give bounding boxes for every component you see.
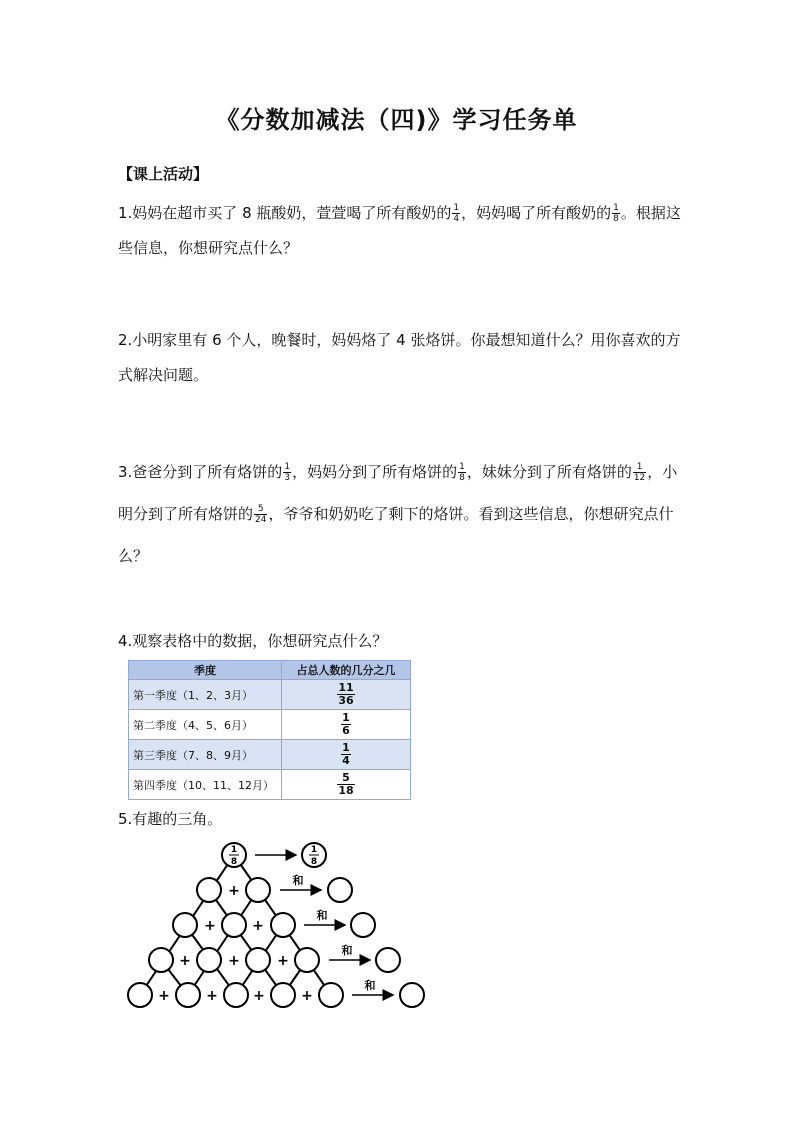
table-header-quarter: 季度	[129, 661, 282, 680]
sum-label: 和	[364, 979, 376, 992]
top-fraction-den: 8	[230, 857, 238, 867]
table-cell-fraction: $\frac{1}{6}$	[282, 710, 411, 740]
triangle-cell	[271, 983, 295, 1007]
fraction: $\frac{1}{4}$	[453, 203, 460, 224]
question-2: 2.小明家里有 6 个人，晚餐时，妈妈烙了 4 张烙饼。你最想知道什么？用你喜欢的方式解决问题。	[118, 331, 681, 384]
plus-sign: +	[228, 953, 240, 969]
triangle-cell	[246, 948, 270, 972]
table-cell-quarter: 第一季度（1、2、3月）	[129, 680, 282, 710]
section-heading: 【课上活动】	[118, 165, 209, 183]
sum-label: 和	[292, 874, 304, 887]
table-cell-quarter: 第四季度（10、11、12月）	[129, 770, 282, 800]
sum-label: 和	[316, 909, 328, 922]
triangle-cell	[271, 913, 295, 937]
q1-text-a: 1.妈妈在超市买了 8 瓶酸奶，萱萱喝了所有酸奶的	[118, 204, 452, 222]
fraction: $\frac{1}{8}$	[613, 203, 619, 224]
result-circle	[400, 983, 424, 1007]
plus-sign: +	[158, 988, 170, 1004]
quarter-table	[128, 660, 411, 800]
question-1	[118, 196, 688, 266]
result-fraction-num: 1	[310, 845, 318, 855]
plus-sign: +	[204, 918, 216, 934]
result-circle	[376, 948, 400, 972]
question-4: 4.观察表格中的数据，你想研究点什么？	[118, 632, 388, 650]
question-3	[118, 451, 688, 577]
plus-sign: +	[253, 988, 265, 1004]
table-row	[129, 710, 411, 740]
result-circle	[351, 913, 375, 937]
result-fraction-den: 8	[310, 857, 318, 867]
triangle-cell	[246, 878, 270, 902]
table-row	[129, 770, 411, 800]
table-row	[129, 740, 411, 770]
result-circle	[328, 878, 352, 902]
fraction: $\frac{1}{3}$	[284, 462, 291, 483]
plus-sign: +	[206, 988, 218, 1004]
table-cell-quarter: 第二季度（4、5、6月）	[129, 710, 282, 740]
triangle-cell	[149, 948, 173, 972]
table-cell-fraction: $\frac{5}{18}$	[282, 770, 411, 800]
fraction: $\frac{5}{24}$	[255, 504, 267, 525]
triangle-cell	[197, 948, 221, 972]
q3-text-d: ，小明分到了所有烙饼的	[118, 463, 678, 523]
sum-label: 和	[341, 944, 353, 957]
q3-text-a: 3.爸爸分到了所有烙饼的	[118, 463, 283, 481]
number-triangle	[0, 830, 793, 1030]
plus-sign: +	[252, 918, 264, 934]
q1-text-c: 。根据这些信息，你想研究点什么？	[118, 204, 681, 257]
question-5: 5.有趣的三角。	[118, 810, 223, 828]
top-fraction-num: 1	[230, 845, 238, 855]
plus-sign: +	[179, 953, 191, 969]
table-cell-fraction: $\frac{11}{36}$	[282, 680, 411, 710]
table-header-fraction: 占总人数的几分之几	[282, 661, 411, 680]
plus-sign: +	[277, 953, 289, 969]
q3-text-c: ，妹妹分到了所有烙饼的	[466, 463, 632, 481]
table-cell-fraction: $\frac{1}{4}$	[282, 740, 411, 770]
triangle-cell	[222, 913, 246, 937]
triangle-cell	[173, 913, 197, 937]
q1-text-b: ，妈妈喝了所有酸奶的	[461, 204, 612, 222]
q3-text-e: ，爷爷和奶奶吃了剩下的烙饼。看到这些信息，你想研究点什么？	[118, 505, 674, 565]
fraction: $\frac{1}{8}$	[459, 462, 465, 483]
triangle-cell	[176, 983, 200, 1007]
triangle-cell	[224, 983, 248, 1007]
table-row	[129, 680, 411, 710]
triangle-cell	[295, 948, 319, 972]
q3-text-b: ，妈妈分到了所有烙饼的	[292, 463, 458, 481]
triangle-cell	[128, 983, 152, 1007]
plus-sign: +	[301, 988, 313, 1004]
table-cell-quarter: 第三季度（7、8、9月）	[129, 740, 282, 770]
triangle-cell	[319, 983, 343, 1007]
plus-sign: +	[228, 883, 240, 899]
triangle-cell	[197, 878, 221, 902]
page-title: 《分数加减法（四)》学习任务单	[215, 106, 578, 134]
fraction: $\frac{1}{12}$	[633, 462, 646, 483]
